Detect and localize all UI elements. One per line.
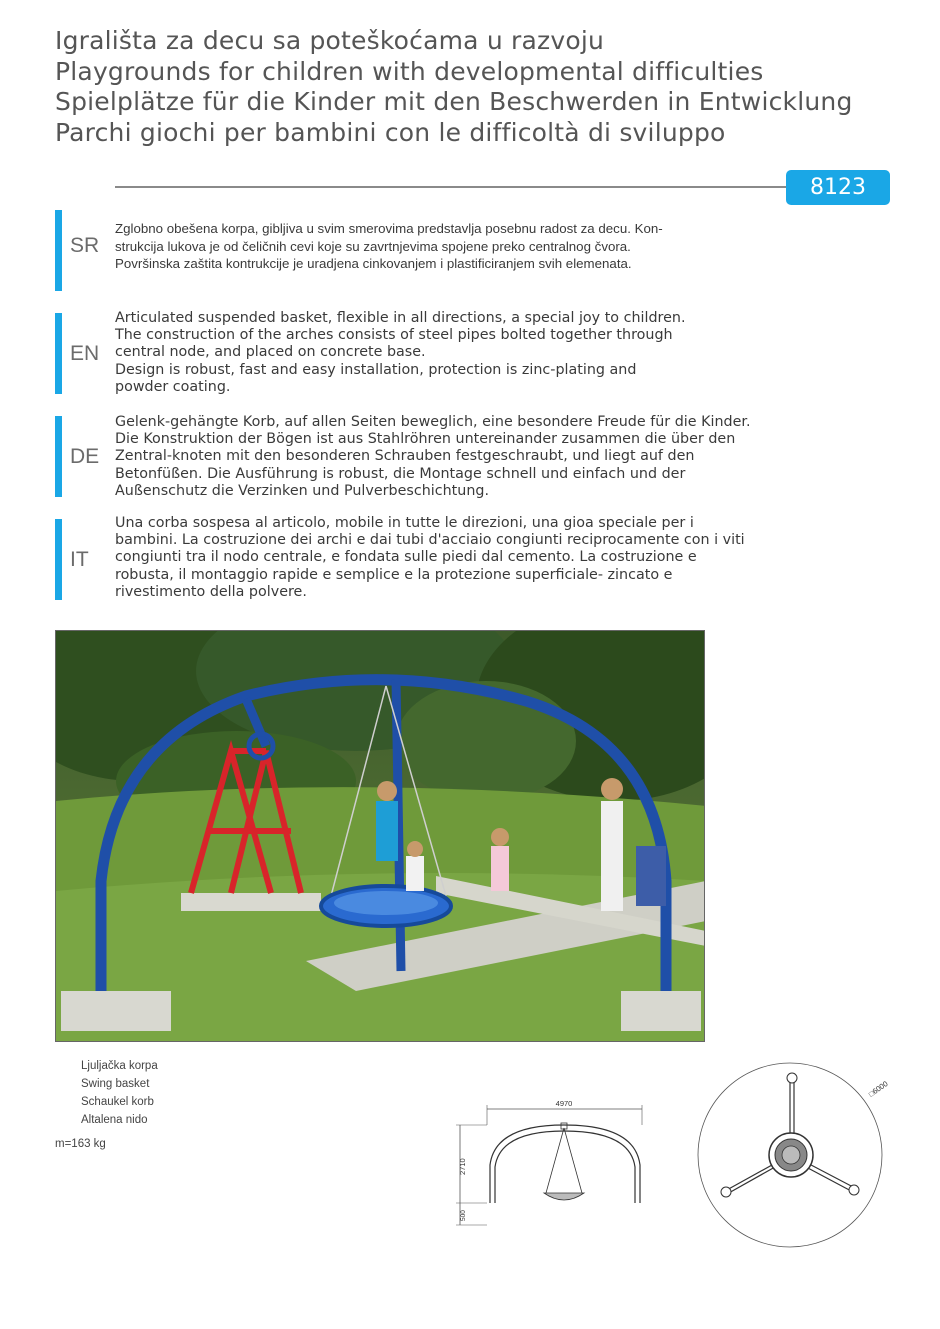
- description-line: Betonfüßen. Die Ausführung is robust, die Montage schnell und einfach und der: [115, 465, 686, 482]
- description-en: [115, 310, 686, 396]
- description-line: central node, and placed on concrete base.: [115, 344, 426, 361]
- description-line: Außenschutz die Verzinken und Pulverbeschichtung.: [115, 482, 489, 499]
- description-line: robusta, il montaggio rapide e semplice e la protezione superficiale- zincato e: [115, 566, 673, 583]
- caption-block: [81, 1057, 158, 1129]
- description-line: Articulated suspended basket, flexible in all directions, a special joy to children.: [115, 310, 686, 326]
- lang-marker-sr: [55, 210, 62, 291]
- base-dimension-label: 500: [460, 1210, 467, 1221]
- description-line: Una corba sospesa al articolo, mobile in tutte le direzioni, una gioa speciale per i: [115, 515, 694, 531]
- description-sr: [115, 220, 663, 273]
- width-dimension-label: 4970: [555, 1099, 573, 1108]
- description-line: Zentral-knoten mit den besonderen Schrauben festgeschraubt, und liegt auf den: [115, 448, 695, 465]
- lang-marker-de: [55, 416, 62, 497]
- description-line: strukcija lukova je od čeličnih cevi koje su zavrtnjevima spojene preko centralnog čvora.: [115, 238, 631, 254]
- description-line: Die Konstruktion der Bögen ist aus Stahlröhren untereinander zusammen die über den: [115, 431, 736, 448]
- caption-it: Altalena nido: [81, 1114, 148, 1126]
- lang-marker-it: [55, 519, 62, 600]
- description-line: bambini. La costruzione dei archi e dai tubi d'acciaio congiunti reciprocamente con i viti: [115, 532, 745, 549]
- lang-code-de: DE: [70, 445, 100, 468]
- weight-label: m=163 kg: [55, 1138, 106, 1150]
- description-line: Design is robust, fast and easy installation, protection is zinc-plating and: [115, 361, 637, 378]
- description-line: rivestimento della polvere.: [115, 583, 307, 600]
- description-it: [115, 515, 745, 601]
- title-it: Parchi giochi per bambini con le difficoltà di sviluppo: [55, 117, 726, 147]
- title-de: Spielplätze für die Kinder mit den Beschwerden in Entwicklung: [55, 87, 853, 116]
- description-line: Površinska zaštita kontrukcije je uradjena cinkovanjem i plastificiranjem svih elemenata.: [115, 256, 632, 271]
- lang-code-sr: SR: [70, 234, 100, 257]
- title-block: [55, 26, 853, 148]
- safety-zone-label: □6000: [866, 1079, 890, 1099]
- caption-de: Schaukel korb: [81, 1096, 154, 1108]
- product-code-badge: 8123: [786, 170, 890, 205]
- lang-code-en: EN: [70, 342, 100, 365]
- playground-illustration: [56, 631, 705, 1042]
- title-en: Playgrounds for children with developmental difficulties: [55, 56, 764, 86]
- description-line: Gelenk-gehängte Korb, auf allen Seiten beweglich, eine besondere Freude für die Kinder.: [115, 414, 751, 430]
- front-elevation-drawing: [440, 1095, 670, 1235]
- lang-marker-en: [55, 313, 62, 394]
- description-line: The construction of the arches consists of steel pipes bolted together through: [115, 327, 673, 344]
- lang-code-it: IT: [70, 548, 89, 571]
- height-dimension-label: 2710: [458, 1158, 467, 1175]
- plan-view-drawing: [695, 1055, 905, 1255]
- caption-sr: Ljuljačka korpa: [81, 1060, 158, 1072]
- description-line: congiunti tra il nodo centrale, e fondata sulle piedi dal cemento. La costruzione e: [115, 549, 697, 566]
- description-line: Zglobno obešena korpa, gibljiva u svim smerovima predstavlja posebnu radost za decu. Kon-: [115, 221, 663, 236]
- product-photo: [55, 630, 705, 1042]
- description-line: powder coating.: [115, 378, 231, 395]
- caption-en: Swing basket: [81, 1078, 150, 1090]
- title-sr: Igrališta za decu sa poteškoćama u razvoju: [55, 26, 605, 55]
- header-divider: [115, 186, 795, 188]
- description-de: [115, 414, 751, 500]
